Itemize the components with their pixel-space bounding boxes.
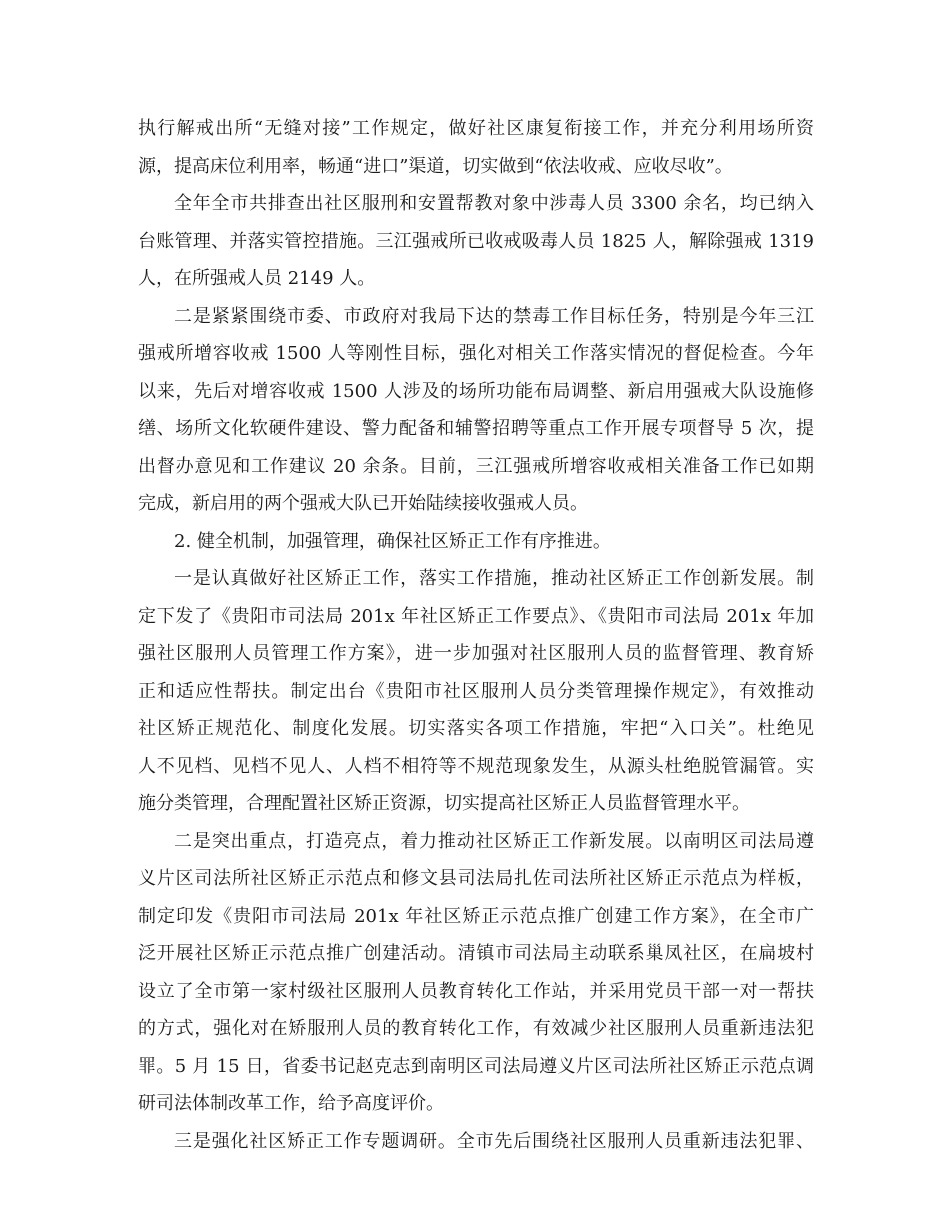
text-line: 义片区司法所社区矫正示范点和修文县司法局扎佐司法所社区矫正示范点为样板， [138, 868, 814, 889]
text-line: 完成，新启用的两个强戒大队已开始陆续接收强戒人员。 [138, 493, 588, 514]
text-line: 三是强化社区矫正工作专题调研。全市先后围绕社区服刑人员重新违法犯罪、 [174, 1130, 814, 1152]
text-line: 罪。5 月 15 日，省委书记赵克志到南明区司法局遵义片区司法所社区矫正示范点调 [138, 1055, 814, 1077]
text-line: 2. 健全机制，加强管理，确保社区矫正工作有序推进。 [174, 530, 611, 552]
text-line: 二是突出重点，打造亮点，着力推动社区矫正工作新发展。以南明区司法局遵 [174, 830, 814, 852]
text-line: 研司法体制改革工作，给予高度评价。 [138, 1093, 444, 1114]
text-line: 制定印发《贵阳市司法局 201x 年社区矫正示范点推广创建工作方案》，在全市广 [138, 905, 814, 927]
text-line: 的方式，强化对在矫服刑人员的教育转化工作，有效减少社区服刑人员重新违法犯 [138, 1018, 814, 1039]
text-line: 施分类管理，合理配置社区矫正资源，切实提高社区矫正人员监督管理水平。 [138, 793, 750, 814]
text-line: 强戒所增容收戒 1500 人等刚性目标，强化对相关工作落实情况的督促检查。今年 [138, 343, 814, 364]
text-line: 人不见档、见档不见人、人档不相符等不规范现象发生，从源头杜绝脱管漏管。实 [138, 755, 814, 777]
text-line: 台账管理、并落实管控措施。三江强戒所已收戒吸毒人员 1825 人，解除强戒 1319 [138, 230, 814, 252]
text-line: 人，在所强戒人员 2149 人。 [138, 268, 376, 289]
document-body [138, 110, 814, 1160]
text-line: 社区矫正规范化、制度化发展。切实落实各项工作措施，牢把“入口关”。杜绝见 [138, 718, 814, 739]
text-line: 全年全市共排查出社区服刑和安置帮教对象中涉毒人员 3300 余名，均已纳入 [174, 193, 814, 214]
text-line: 设立了全市第一家村级社区服刑人员教育转化工作站，并采用党员干部一对一帮扶 [138, 980, 814, 1002]
text-line: 执行解戒出所“无缝对接”工作规定，做好社区康复衔接工作，并充分利用场所资 [138, 118, 814, 139]
text-line: 泛开展社区矫正示范点推广创建活动。清镇市司法局主动联系巢凤社区，在扁坡村 [138, 943, 814, 964]
text-line: 一是认真做好社区矫正工作，落实工作措施，推动社区矫正工作创新发展。制 [174, 568, 814, 589]
text-line: 出督办意见和工作建议 20 余条。目前，三江强戒所增容收戒相关准备工作已如期 [138, 455, 814, 477]
text-line: 缮、场所文化软硬件建设、警力配备和辅警招聘等重点工作开展专项督导 5 次，提 [138, 418, 814, 439]
text-line: 以来，先后对增容收戒 1500 人涉及的场所功能布局调整、新启用强戒大队设施修 [138, 380, 814, 402]
text-line: 正和适应性帮扶。制定出台《贵阳市社区服刑人员分类管理操作规定》，有效推动 [138, 680, 814, 702]
text-line: 定下发了《贵阳市司法局 201x 年社区矫正工作要点》、《贵阳市司法局 201x 年加 [138, 605, 814, 627]
text-line: 二是紧紧围绕市委、市政府对我局下达的禁毒工作目标任务，特别是今年三江 [174, 305, 814, 327]
text-line: 强社区服刑人员管理工作方案》，进一步加强对社区服刑人员的监督管理、教育矫 [138, 643, 814, 664]
text-line: 源，提高床位利用率，畅通“进口”渠道，切实做到“依法收戒、应收尽收”。 [138, 155, 733, 177]
